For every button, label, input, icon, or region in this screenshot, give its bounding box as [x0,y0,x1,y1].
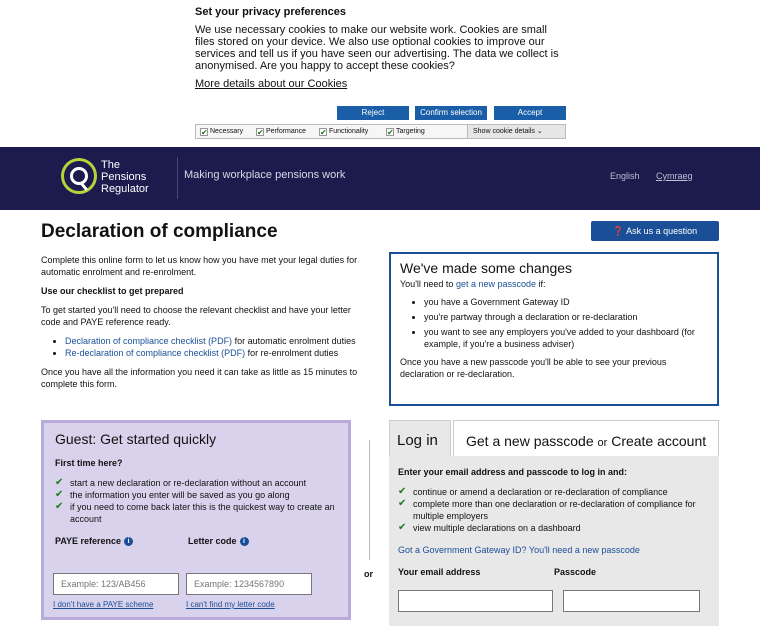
list-item: ✔ view multiple declarations on a dashboard [398,522,710,534]
intro-paragraph: Complete this online form to let us know how you have met your legal duties for automatic enrolment and re-enrolment. [41,255,358,277]
changes-list [424,296,708,350]
info-icon[interactable]: i [124,537,133,546]
cookie-text: We use necessary cookies to make our website work. Cookies are small files stored on your device. We also use optional cookies to improve our services and tell us if you have seen our advertising. The data we collect is anonymised. Are you happy to accept these cookies? [195,24,559,72]
list-item: • Re-declaration of compliance checklist (PDF) for re-enrolment duties [65,347,371,359]
intro-paragraph: To get started you'll need to choose the relevant checklist and have your letter code and PAYE reference ready. [41,305,351,327]
language-english: English [610,171,640,181]
guest-benefits-list [55,477,337,525]
intro-section [41,254,371,397]
changes-footer: Once you have a new passcode you'll be able to see your previous declaration or re-declaration. [400,357,667,379]
changes-notice [389,252,719,406]
changes-heading: We've made some changes [400,260,573,276]
logo-text[interactable]: The Pensions Regulator [101,159,149,195]
email-label: Your email address [398,567,481,577]
question-circle-icon: ❓ [612,226,625,236]
chevron-down-icon: ⌄ [536,128,543,135]
intro-paragraph: Once you have all the information you need it can take as little as 15 minutes to complete this form. [41,367,358,389]
ask-question-button[interactable]: ❓ Ask us a question [591,221,719,241]
checklist-links [65,335,371,359]
cookie-option-targeting[interactable]: ✔ Targeting [387,128,425,137]
header-divider [177,157,178,199]
guest-heading: Guest: Get started quickly [55,431,217,447]
passcode-input[interactable] [563,590,700,612]
site-header [0,147,760,210]
paye-label: PAYE reference i [55,535,188,547]
redeclaration-checklist-link[interactable]: Re-declaration of compliance checklist (PDF) [65,348,246,358]
tab-new-passcode[interactable]: Get a new passcode or Create account [453,420,719,456]
new-passcode-link[interactable]: get a new passcode [455,279,536,289]
list-item: • you're partway through a declaration or re-declaration [424,311,708,323]
or-label: or [364,569,373,579]
no-paye-link[interactable]: I don't have a PAYE scheme [53,600,154,609]
checkbox-checked-icon: ✔ [387,128,394,137]
changes-lead: You'll need to get a new passcode if: [400,279,546,289]
checkbox-checked-icon: ✔ [257,128,264,137]
list-item: • you have a Government Gateway ID [424,296,708,308]
email-input[interactable] [398,590,553,612]
tagline: Making workplace pensions work [184,169,346,181]
list-item: ✔ if you need to come back later this is the quickest way to create an account [55,501,337,525]
letter-code-label: Letter code i [188,535,321,547]
list-item: • you want to see any employers you've added to your dashboard (for example, if you're a business adviser) [424,326,708,350]
list-item: • Declaration of compliance checklist (PDF) for automatic enrolment duties [65,335,371,347]
checkbox-checked-icon: ✔ [320,128,327,137]
list-item: ✔ continue or amend a declaration or re-declaration of compliance [398,486,710,498]
paye-reference-input[interactable] [53,573,179,595]
declaration-checklist-link[interactable]: Declaration of compliance checklist (PDF) [65,336,233,346]
cookie-options [195,124,566,139]
cookie-banner [0,0,760,147]
login-panel [389,456,719,626]
cookie-option-performance[interactable]: ✔ Performance [257,128,307,137]
page-title: Declaration of compliance [41,221,278,242]
checkbox-checked-icon: ✔ [201,128,208,137]
list-item: ✔ the information you enter will be saved as you go along [55,489,337,501]
passcode-label: Passcode [554,567,597,577]
first-time-label: First time here? [55,458,123,468]
cookie-reject-button[interactable]: Reject [337,106,409,120]
cookie-title: Set your privacy preferences [195,6,347,18]
checklist-heading: Use our checklist to get prepared [41,286,184,296]
or-divider [369,440,370,560]
government-gateway-link[interactable]: Got a Government Gateway ID? You'll need a new passcode [398,545,640,555]
logo-magnifier-icon[interactable] [61,158,97,194]
list-item: ✔ start a new declaration or re-declaration without an account [55,477,337,489]
cookie-option-necessary[interactable]: ✔ Necessary [201,128,244,137]
cookie-details-link[interactable]: More details about our Cookies [195,78,348,90]
language-welsh-link[interactable]: Cymraeg [656,171,693,181]
guest-panel [41,420,351,620]
login-intro: Enter your email address and passcode to log in and: [398,467,628,477]
login-benefits-list [398,486,710,534]
cookie-accept-button[interactable]: Accept [494,106,566,120]
show-cookie-details-button[interactable]: Show cookie details ⌄ [467,125,565,138]
info-icon[interactable]: i [240,537,249,546]
letter-code-input[interactable] [186,573,312,595]
cookie-option-functionality[interactable]: ✔ Functionality [320,128,369,137]
cant-find-letter-link[interactable]: I can't find my letter code [186,600,275,609]
cookie-confirm-button[interactable]: Confirm selection [415,106,487,120]
tab-login[interactable]: Log in [389,420,451,456]
list-item: ✔ complete more than one declaration or re-declaration of compliance for multiple employers [398,498,710,522]
